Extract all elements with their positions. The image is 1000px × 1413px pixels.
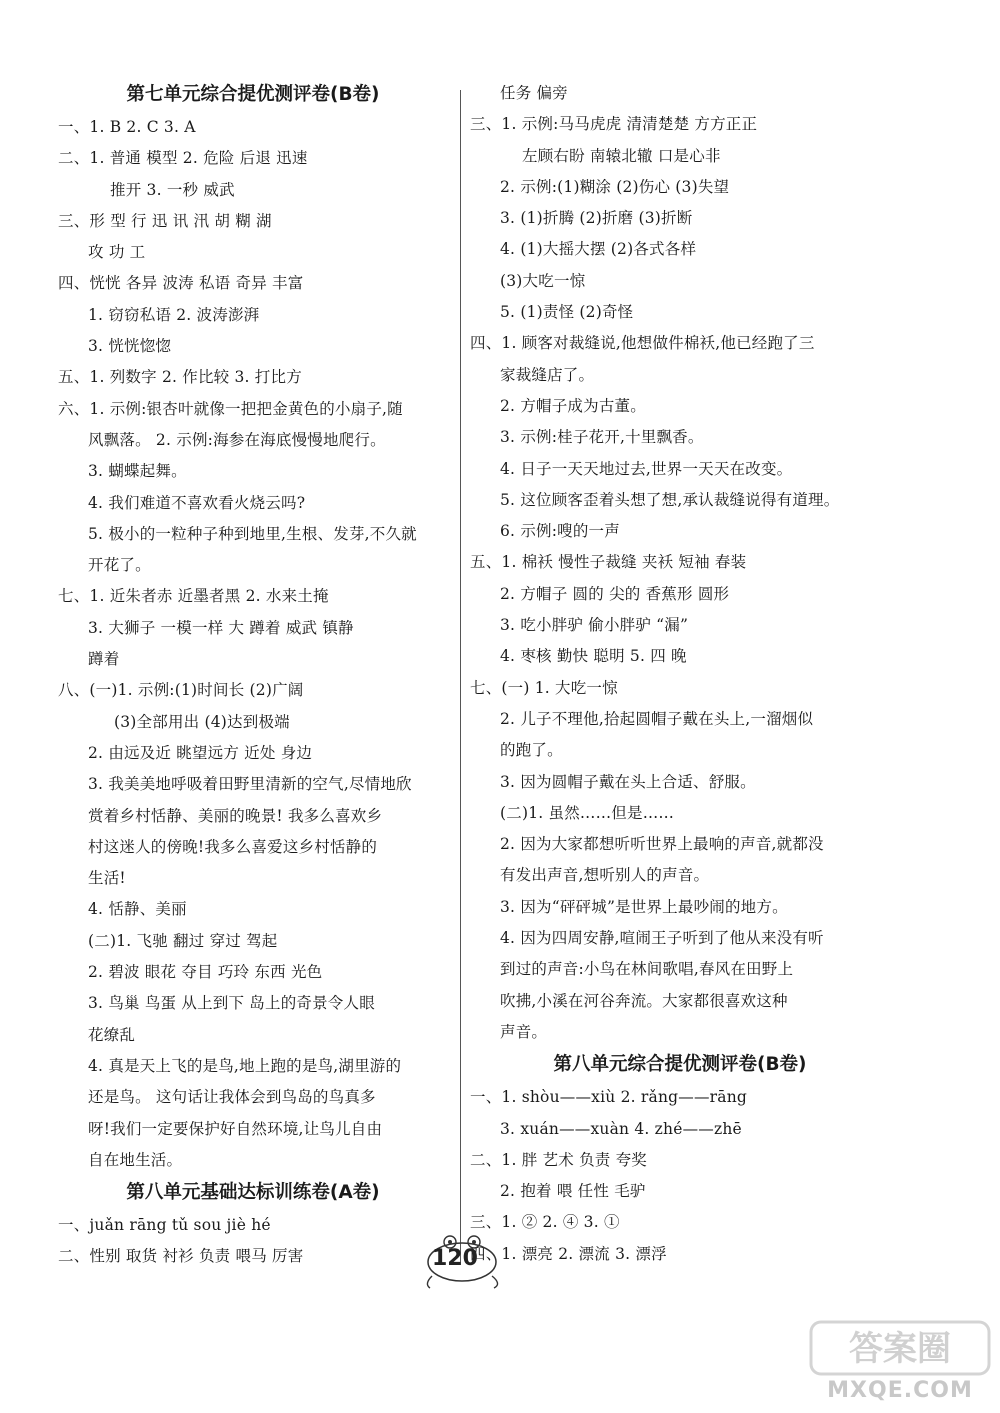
answer-line: 2. 抱着 喂 任性 毛驴	[500, 1182, 646, 1201]
answer-line: 三、1. 示例:马马虎虎 清清楚楚 方方正正	[470, 115, 758, 134]
answer-line: 还是鸟。 这句话让我体会到鸟岛的鸟真多	[88, 1088, 376, 1107]
answer-line: 左顾右盼 南辕北辙 口是心非	[522, 146, 721, 165]
answer-line: 花缭乱	[88, 1025, 136, 1044]
answer-line: 吹拂,小溪在河谷奔流。大家都很喜欢这种	[500, 991, 788, 1010]
answer-line: 1. 窃窃私语 2. 波涛澎湃	[88, 305, 260, 324]
answer-line: 4. 因为四周安静,喧闹王子听到了他从来没有听	[500, 929, 824, 948]
watermark-logo-text: 答案圈	[849, 1329, 951, 1369]
answer-line: 二、1. 胖 艺术 负责 夸奖	[470, 1150, 647, 1169]
answer-line: 三、形 型 行 迅 讯 汛 胡 糊 湖	[58, 211, 272, 230]
answer-line: 4. 枣核 勤快 聪明 5. 四 晚	[500, 647, 687, 666]
answer-line: 3. (1)折腾 (2)折磨 (3)折断	[500, 209, 693, 228]
answer-line: 3. xuán——xuàn 4. zhé——zhē	[500, 1119, 742, 1138]
answer-line: 3. 大狮子 一模一样 大 蹲着 威武 镇静	[88, 618, 354, 637]
answer-line: 四、1. 顾客对裁缝说,他想做件棉袄,他已经跑了三	[470, 334, 815, 353]
page-number-badge	[420, 1232, 510, 1292]
answer-line: 任务 偏旁	[500, 84, 568, 102]
answer-line: 家裁缝店了。	[500, 365, 595, 384]
page-number: 120	[432, 1246, 478, 1271]
answer-line: 3. 鸟巢 鸟蛋 从上到下 岛上的奇景令人眼	[88, 994, 375, 1013]
answer-line: 2. 碧波 眼花 夺目 巧玲 东西 光色	[88, 963, 323, 982]
answer-line: 三、1. ② 2. ④ 3. ①	[470, 1213, 620, 1232]
section-title: 第八单元基础达标训练卷(A卷)	[126, 1182, 380, 1204]
answer-line: 蹲着	[88, 650, 120, 669]
answer-line: 六、1. 示例:银杏叶就像一把把金黄色的小扇子,随	[58, 399, 403, 418]
answer-line: 开花了。	[88, 556, 151, 575]
answer-line: 四、1. 漂亮 2. 漂流 3. 漂浮	[470, 1244, 667, 1263]
answer-line: 2. 示例:(1)糊涂 (2)伤心 (3)失望	[500, 177, 730, 196]
answer-line: 3. 示例:桂子花开,十里飘香。	[500, 428, 704, 447]
answer-line: 5. 这位顾客歪着头想了想,承认裁缝说得有道理。	[500, 490, 840, 509]
answer-line: 八、(一)1. 示例:(1)时间长 (2)广阔	[58, 681, 304, 700]
answer-line: 4. 我们难道不喜欢看火烧云吗?	[88, 493, 306, 512]
answer-line: 一、juǎn rāng tǔ sou jiè hé	[58, 1216, 271, 1235]
answer-line: 二、性别 取货 衬衫 负责 喂马 厉害	[58, 1247, 304, 1266]
answer-line: 有发出声音,想听别人的声音。	[500, 866, 710, 885]
answer-line: 4. 恬静、美丽	[88, 900, 187, 919]
answer-line: 五、1. 列数字 2. 作比较 3. 打比方	[58, 368, 302, 387]
answer-line: 6. 示例:嗖的一声	[500, 522, 620, 541]
answer-line: 声音。	[500, 1022, 548, 1041]
answer-line: 推开 3. 一秒 威武	[110, 180, 235, 199]
answer-line: 2. 因为大家都想听听世界上最响的声音,就都没	[500, 835, 824, 854]
answer-line: 3. 蝴蝶起舞。	[88, 462, 187, 481]
right-column	[470, 78, 890, 1270]
answer-line: 七、(一) 1. 大吃一惊	[470, 678, 618, 697]
answer-line: 风飘落。 2. 示例:海参在海底慢慢地爬行。	[88, 430, 386, 449]
answer-line: 4. 真是天上飞的是鸟,地上跑的是鸟,湖里游的	[88, 1056, 402, 1075]
answer-line: 赏着乡村恬静、美丽的晚景! 我多么喜欢乡	[88, 806, 383, 825]
answer-line: 2. 方帽子成为古董。	[500, 396, 646, 415]
answer-line: 2. 儿子不理他,拾起圆帽子戴在头上,一溜烟似	[500, 709, 814, 728]
answer-line: 一、1. shòu——xiù 2. rǎng——rāng	[470, 1088, 748, 1107]
answer-line: 4. 日子一天天地过去,世界一天天在改变。	[500, 459, 793, 478]
answer-line: (3)大吃一惊	[500, 271, 586, 290]
section-title: 第八单元综合提优测评卷(B卷)	[553, 1054, 807, 1076]
answer-line: 3. 吃小胖驴 偷小胖驴 “漏”	[500, 616, 689, 635]
answer-line: 3. 恍恍惚惚	[88, 337, 172, 356]
answer-line: 5. 极小的一粒种子种到地里,生根、发芽,不久就	[88, 524, 417, 543]
watermark-logo-icon	[805, 1318, 995, 1380]
answer-line: 一、1. B 2. C 3. A	[58, 118, 196, 136]
answer-line: 二、1. 普通 模型 2. 危险 后退 迅速	[58, 149, 308, 168]
answer-line: 到过的声音:小鸟在林间歌唱,春风在田野上	[500, 960, 794, 979]
answer-line: 呀!我们一定要保护好自然环境,让鸟儿自由	[88, 1119, 383, 1138]
answer-line: (3)全部用出 (4)达到极端	[114, 712, 290, 731]
answer-line: 四、恍恍 各异 波涛 私语 奇异 丰富	[58, 274, 304, 293]
answer-line: 3. 因为“砰砰城”是世界上最吵闹的地方。	[500, 897, 788, 916]
left-column	[58, 78, 448, 1273]
answer-line: 村这迷人的傍晚!我多么喜爱这乡村恬静的	[88, 837, 378, 856]
watermark-text: MXQE.COM	[827, 1378, 973, 1403]
answer-line: (二)1. 飞驰 翻过 穿过 驾起	[88, 931, 278, 950]
column-divider	[460, 90, 461, 1265]
answer-line: 五、1. 棉袄 慢性子裁缝 夹袄 短袖 春装	[470, 553, 747, 572]
answer-line: 的跑了。	[500, 741, 563, 760]
section-title: 第七单元综合提优测评卷(B卷)	[126, 84, 380, 105]
answer-line: (二)1. 虽然……但是……	[500, 803, 675, 822]
answer-line: 3. 因为圆帽子戴在头上合适、舒服。	[500, 772, 756, 791]
answer-line: 自在地生活。	[88, 1150, 183, 1169]
answer-line: 2. 由远及近 眺望远方 近处 身边	[88, 743, 313, 762]
answer-line: 七、1. 近朱者赤 近墨者黑 2. 水来土掩	[58, 587, 329, 606]
answer-line: 生活!	[88, 869, 126, 888]
site-watermark	[805, 1318, 995, 1408]
answer-line: 攻 功 工	[88, 243, 146, 262]
answer-line: 5. (1)责怪 (2)奇怪	[500, 303, 634, 322]
answer-line: 4. (1)大摇大摆 (2)各式各样	[500, 240, 697, 259]
answer-line: 3. 我美美地呼吸着田野里清新的空气,尽情地欣	[88, 775, 412, 794]
answer-line: 2. 方帽子 圆的 尖的 香蕉形 圆形	[500, 584, 730, 603]
